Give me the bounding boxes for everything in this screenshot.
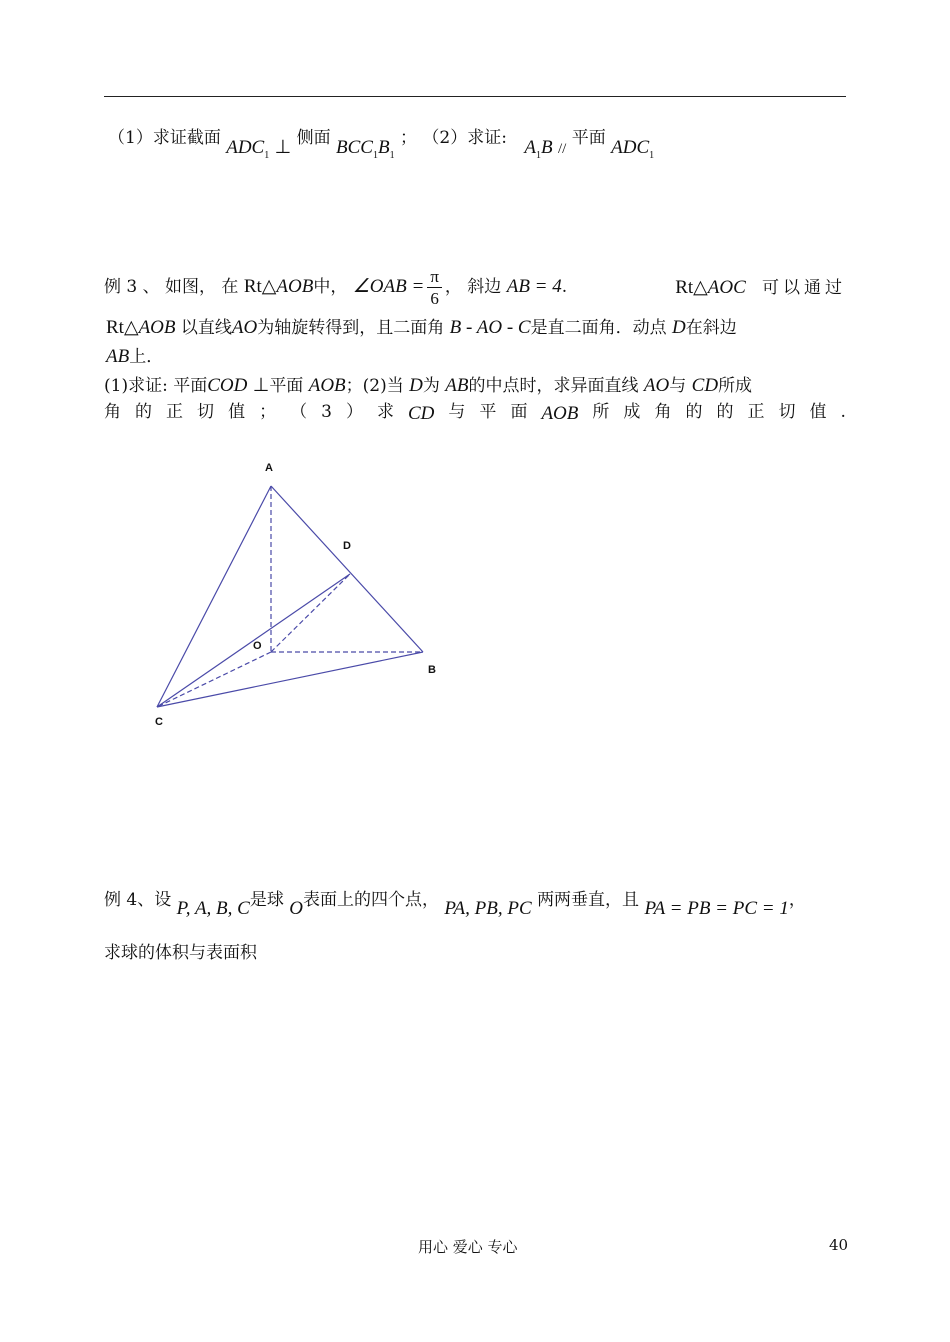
example3-label: 例 3 、 如图， 在 <box>104 277 239 297</box>
can-pass-text: 可以通过 <box>762 278 846 298</box>
on-sphere-text: 是球 <box>249 890 284 910</box>
q3-word: 的 <box>135 402 153 422</box>
label-a: A <box>265 462 273 474</box>
q3-plane: 平 <box>479 402 497 422</box>
aob-text-4: AOB <box>541 403 579 424</box>
q3-word: 的 <box>685 402 703 422</box>
q3-word: 值 <box>809 402 827 422</box>
d-text-2: D <box>409 375 423 396</box>
q2-text-2: 的中点时，求异面直线 <box>468 376 639 396</box>
side-label: 侧面 <box>296 128 331 148</box>
sphere-o: O <box>289 898 303 919</box>
edge-oc <box>157 652 271 707</box>
q1-label: (1)求证: 平面 <box>104 376 208 396</box>
q3-word: 角 <box>104 402 121 422</box>
q3-word: 的 <box>716 402 734 422</box>
q3-word: . <box>840 402 846 422</box>
rotate-text: 以直线 <box>180 318 232 338</box>
q3-plane: 面 <box>510 402 528 422</box>
plane-label: 平面 <box>571 128 606 148</box>
equal-text: PA = PB = PC = 1 <box>644 898 789 919</box>
example4-line1 <box>104 890 806 919</box>
on-hyp-text: 在斜边 <box>685 318 737 338</box>
example4-line2 <box>104 945 257 962</box>
ab-text-2: AB <box>445 375 469 396</box>
rotate-text-2: 为轴旋转得到，且二面角 <box>257 318 445 338</box>
rt-symbol-3: Rt△ <box>106 317 139 338</box>
face-bcc1b1: $BCC_1B_1$ <box>336 137 395 161</box>
example4-label: 例 4、设 <box>104 890 172 910</box>
q3-word: 切 <box>197 402 215 422</box>
q2-end: 所成 <box>718 376 753 396</box>
label-d: D <box>343 540 351 552</box>
rt-symbol-2: Rt△ <box>675 277 708 298</box>
q2-text: 为 <box>422 376 440 396</box>
q3-with: 与 <box>448 402 466 422</box>
aob-text: AOB <box>276 276 314 297</box>
q3-word: ； <box>259 402 277 422</box>
part2-label: （2）求证: <box>422 128 507 148</box>
q3-word: 成 <box>623 402 641 422</box>
q3-word: 正 <box>166 402 184 422</box>
q3-word: 3 <box>321 402 332 422</box>
comma: ， <box>788 890 806 910</box>
q3-word: （ <box>290 402 308 422</box>
q3-word: 求 <box>376 402 394 422</box>
face-adc1-b: $ADC_1$ <box>611 137 655 161</box>
perp-symbol-2: ⊥ <box>252 375 270 396</box>
hyp-label: ， 斜边 <box>444 277 502 297</box>
q3-word: 切 <box>778 402 796 422</box>
angle-oab: ∠OAB = <box>352 276 425 297</box>
ao-text-2: AO <box>643 375 670 396</box>
q3-word: 所 <box>592 402 610 422</box>
zhong-text: 中， <box>313 277 348 297</box>
segments-pa-pb-pc: PA, PB, PC <box>444 898 532 919</box>
ao-text: AO <box>231 317 258 338</box>
q3-word: 角 <box>654 402 672 422</box>
perp-symbol: ⊥ <box>274 137 292 158</box>
ab-text: AB <box>106 346 130 367</box>
label-o: O <box>253 640 262 652</box>
q3-word: 正 <box>747 402 765 422</box>
rt-symbol: Rt△ <box>243 276 277 297</box>
right-dihedral-text: 是直二面角．动点 <box>530 318 667 338</box>
dihedral-text: B - AO - C <box>449 317 531 338</box>
footer-slogan: 用心 爱心 专心 <box>418 1238 518 1256</box>
aob-text-2: AOB <box>138 317 176 338</box>
ab-equals: AB = 4 <box>506 276 562 297</box>
period: . <box>561 277 568 297</box>
parallel-symbol: // <box>557 141 567 157</box>
cd-text: CD <box>691 375 719 396</box>
perp-text: 两两垂直，且 <box>537 890 640 910</box>
ask-text: 求球的体积与表面积 <box>104 943 257 963</box>
edge-ac <box>157 486 271 707</box>
part1-label: （1）求证截面 <box>108 128 221 148</box>
surface-text: 表面上的四个点， <box>302 890 439 910</box>
cod-text: COD <box>207 375 248 396</box>
q3-word: 值 <box>228 402 246 422</box>
aob-text-3: AOB <box>308 375 346 396</box>
page-number: 40 <box>829 1236 849 1254</box>
q2-with: 与 <box>669 376 687 396</box>
shang-text: 上． <box>129 347 164 367</box>
separator: ； <box>399 128 417 148</box>
figure-lines <box>157 486 423 707</box>
q2-label: ；(2)当 <box>345 376 404 396</box>
edge-ab <box>271 486 423 652</box>
pi-over-6: $\frac{\pi}{6}$ <box>427 268 442 307</box>
line-a1b: $A_1B$ <box>524 137 553 161</box>
edge-od <box>271 574 350 652</box>
cd-text-2: CD <box>407 403 435 424</box>
q3-word: ） <box>345 402 363 422</box>
aoc-text: AOC <box>707 277 746 298</box>
label-b: B <box>428 664 436 676</box>
d-text: D <box>671 317 686 338</box>
face-adc1: $ADC_1$ <box>226 137 270 161</box>
label-c: C <box>155 716 163 728</box>
q1-plane: 平面 <box>269 376 304 396</box>
points-pabc: P, A, B, C <box>176 898 250 919</box>
